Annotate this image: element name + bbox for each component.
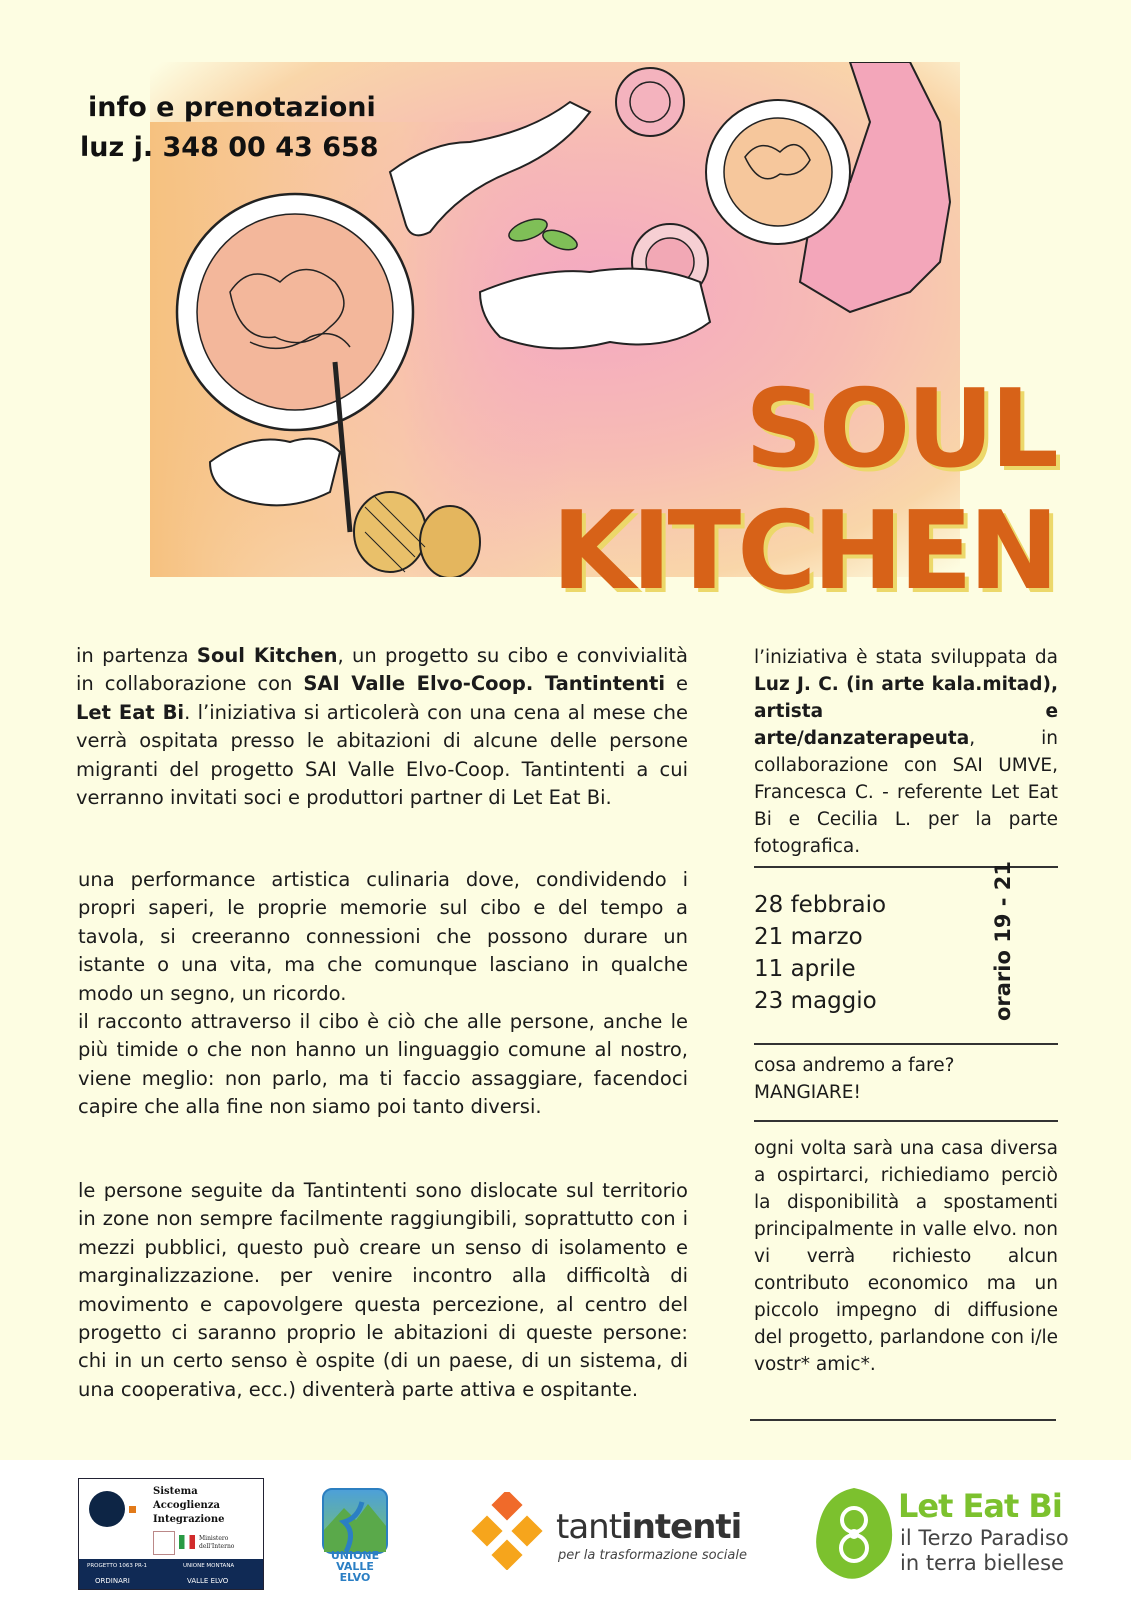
umve-name-line: UNIONE (330, 1549, 380, 1562)
answer-text: MANGIARE! (754, 1082, 861, 1103)
date-item: 23 maggio (754, 988, 877, 1014)
question-text: cosa andremo a fare? (754, 1055, 955, 1076)
tantintenti-name (556, 1508, 741, 1546)
sai-bar-text: VALLE ELVO (187, 1577, 229, 1585)
date-item: 21 marzo (754, 924, 863, 950)
text-span: l’iniziativa è stata sviluppata da (754, 647, 1058, 668)
tantintenti-tagline: per la trasformazione sociale (558, 1548, 747, 1563)
title-line-2: KITCHEN (551, 489, 1055, 614)
contact-info (80, 88, 379, 168)
ministry-name (199, 1535, 234, 1551)
text-span: e (665, 672, 688, 696)
sai-name (153, 1485, 224, 1527)
context-paragraph (78, 1177, 688, 1404)
sai-square-mark (129, 1506, 136, 1513)
contact-phone: luz j. 348 00 43 658 (80, 132, 379, 163)
tantintenti-name-part: tant (556, 1507, 622, 1547)
emblem-icon (153, 1531, 175, 1555)
text-span: in partenza (76, 644, 197, 667)
tantintenti-name-part: intenti (621, 1507, 742, 1547)
ministry-line: dell'Interno (199, 1543, 235, 1550)
sai-name-line: Accoglienza (153, 1500, 220, 1511)
paragraph-text: ogni volta sarà una casa diversa a ospirtarci, richiediamo perciò la disponibilità a spostamenti principalmente in valle elvo. non vi verrà richiesto alcun contributo economico ma un piccolo impegno di diffusione del progetto, parlandone con i/le vostr* amic*. (754, 1138, 1058, 1375)
italian-flag-icon (179, 1535, 195, 1549)
event-title (552, 368, 1055, 612)
umve-name-line: ELVO (339, 1571, 371, 1584)
event-hours: orario 19 - 21 (991, 860, 1015, 1022)
let-eat-bi-subtitle-line: in terra biellese (900, 1551, 1064, 1575)
ministry-line: Ministero (199, 1535, 229, 1542)
partner-logos (0, 1460, 1131, 1600)
divider (754, 1120, 1058, 1122)
sai-logo (78, 1478, 264, 1590)
contact-heading: info e prenotazioni (88, 92, 376, 123)
artist-credit: Luz J. C. (in arte kala.mitad), artista e arte/danzaterapeuta (754, 674, 1058, 749)
date-item: 11 aprile (754, 956, 856, 982)
logistics-note (754, 1135, 1058, 1378)
paragraph-text: il racconto attraverso il cibo è ciò che alle persone, anche le più timide o che non hanno un linguaggio comune al nostro, viene meglio: non parlo, ma ti faccio assaggiare, facendoci capire che alla fine non siamo poi tanto diversi. (78, 1010, 688, 1119)
intro-paragraph (76, 642, 688, 812)
sai-name-line: Sistema (153, 1486, 198, 1497)
sai-footer-bar (79, 1559, 263, 1589)
let-eat-bi-subtitle (900, 1526, 1069, 1576)
text-span: . l’iniziativa si articolerà con una cena al mese che verrà ospitata presso le abitazioni di alcune delle persone migranti del progetto SAI Valle Elvo-Coop. Tantintenti a cui verranno invitati soci e produttori partner di Let Eat Bi. (76, 700, 688, 810)
paragraph-text: le persone seguite da Tantintenti sono dislocate sul territorio in zone non sempre facilmente raggiungibili, soprattutto con i mezzi pubblici, questo può creare un senso di isolamento e marginalizzazione. per venire incontro alla difficoltà di movimento e capovolgere questa percezione, al centro del progetto ci saranno proprio le abitazioni di queste persone: chi in un certo senso è ospite (di un paese, di un sistema, di una cooperativa, ecc.) diventerà parte attiva e ospitante. (78, 1179, 688, 1401)
let-eat-bi-subtitle-line: il Terzo Paradiso (900, 1526, 1069, 1550)
divider (750, 1419, 1056, 1421)
sai-circle-mark (89, 1491, 125, 1527)
sai-name-line: Integrazione (153, 1514, 225, 1525)
paragraph-text: una performance artistica culinaria dove, condividendo i propri saperi, le proprie memorie sul cibo e del tempo a tavola, si creeranno connessioni che possono durare un istante o una vita, ma che comunque lasciano in qualche modo un segno, un ricordo. (78, 868, 688, 1005)
partner-name: Let Eat Bi (76, 700, 185, 724)
performance-paragraph (78, 866, 688, 1122)
umve-name-line: VALLE (336, 1560, 374, 1573)
umve-name (322, 1550, 388, 1583)
date-item: 28 febbraio (754, 892, 887, 918)
umve-mountain-icon (322, 1488, 388, 1554)
partner-name: SAI Valle Elvo-Coop. Tantintenti (303, 672, 666, 696)
sai-bar-text: UNIONE MONTANA (183, 1563, 235, 1569)
text-span: , un progetto su cibo e convivialità in collaborazione con (76, 644, 688, 696)
let-eat-bi-title: Let Eat Bi (898, 1487, 1062, 1525)
sai-bar-text: ORDINARI (95, 1577, 130, 1585)
tantintenti-diamond-icon (468, 1492, 546, 1570)
let-eat-bi-infinity-icon (812, 1484, 896, 1588)
dates-list (754, 889, 886, 1017)
text-span: , in collaborazione con SAI UMVE, Francesca C. - referente Let Eat Bi e Cecilia L. per la parte fotografica. (754, 728, 1058, 857)
divider (754, 1043, 1058, 1045)
project-name: Soul Kitchen (196, 644, 338, 667)
credits-block (754, 644, 1058, 860)
activity-question (754, 1052, 1058, 1106)
sai-bar-text: PROGETTO 1063 PR-1 (87, 1563, 148, 1569)
title-line-1: SOUL (744, 367, 1055, 492)
